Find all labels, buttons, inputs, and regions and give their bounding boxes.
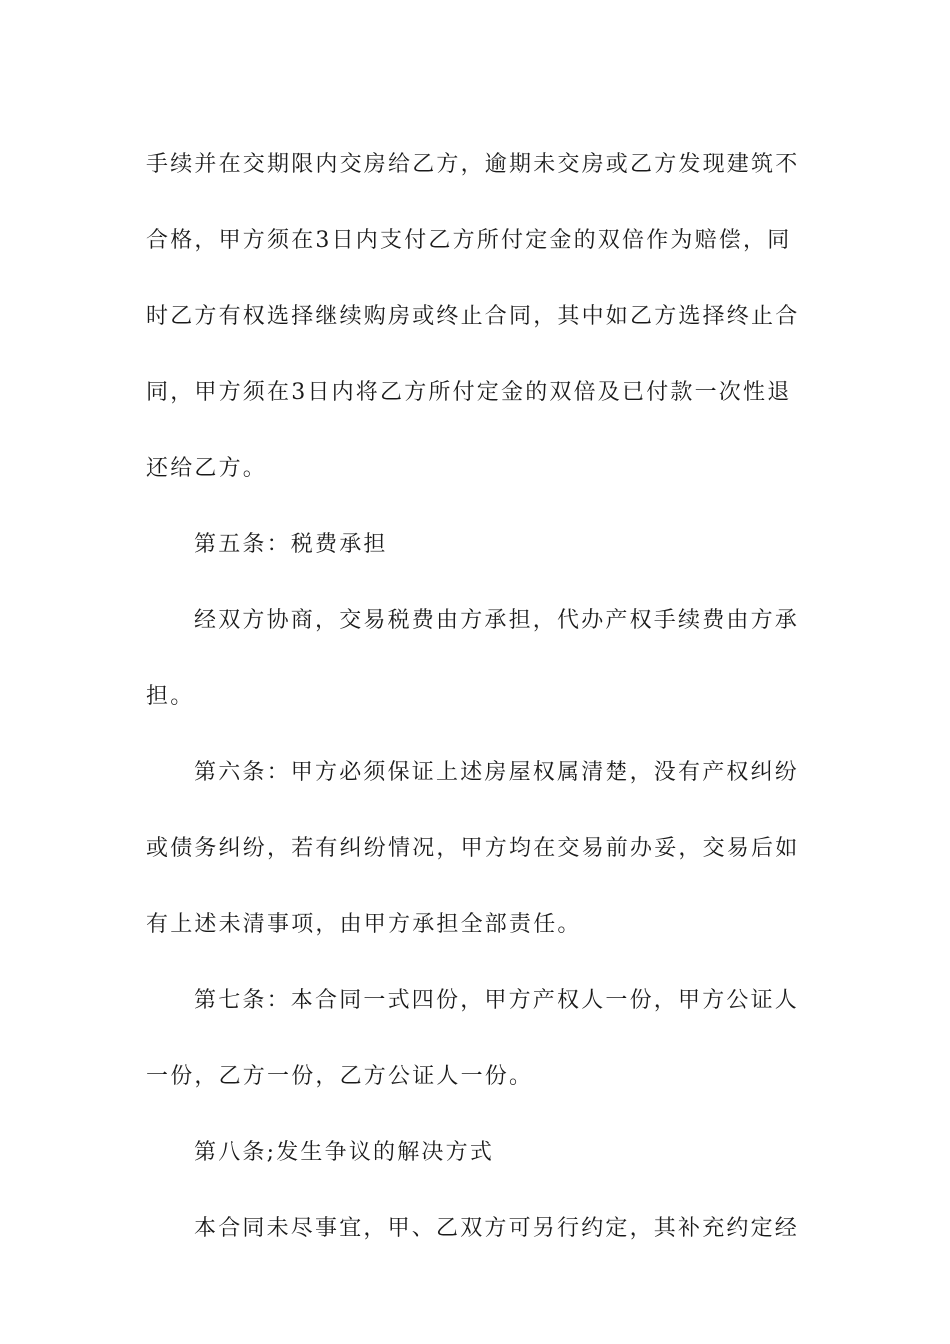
text-line: 第六条：甲方必须保证上述房屋权属清楚，没有产权纠纷 [194, 760, 800, 785]
text-line: 经双方协商，交易税费由方承担，代办产权手续费由方承 [194, 608, 800, 633]
text-line: 时乙方有权选择继续购房或终止合同，其中如乙方选择终止合 [146, 304, 800, 329]
text-line: 第七条：本合同一式四份，甲方产权人一份，甲方公证人 [194, 988, 800, 1013]
text-line: 本合同未尽事宜，甲、乙双方可另行约定，其补充约定经 [194, 1216, 800, 1241]
text-line: 担。 [146, 684, 195, 709]
text-line: 有上述未清事项，由甲方承担全部责任。 [146, 912, 582, 937]
text-line: 第五条：税费承担 [194, 532, 388, 557]
article-5-heading [146, 507, 806, 583]
text-line: 合格，甲方须在3日内支付乙方所付定金的双倍作为赔偿，同 [146, 228, 792, 253]
text-line: 同，甲方须在3日内将乙方所付定金的双倍及已付款一次性退 [146, 380, 792, 405]
text-line: 手续并在交期限内交房给乙方，逾期未交房或乙方发现建筑不 [146, 152, 800, 177]
article-8-body [146, 1191, 806, 1267]
text-line: 一份，乙方一份，乙方公证人一份。 [146, 1064, 534, 1089]
text-line: 第八条;发生争议的解决方式 [194, 1140, 495, 1165]
article-7 [146, 963, 806, 1115]
article-6 [146, 735, 806, 963]
paragraph-delivery-terms [146, 127, 806, 507]
article-8-heading [146, 1115, 806, 1191]
text-line: 或债务纠纷，若有纠纷情况，甲方均在交易前办妥，交易后如 [146, 836, 800, 861]
article-5-body [146, 583, 806, 735]
document-body [146, 127, 806, 1267]
text-line: 还给乙方。 [146, 456, 268, 481]
